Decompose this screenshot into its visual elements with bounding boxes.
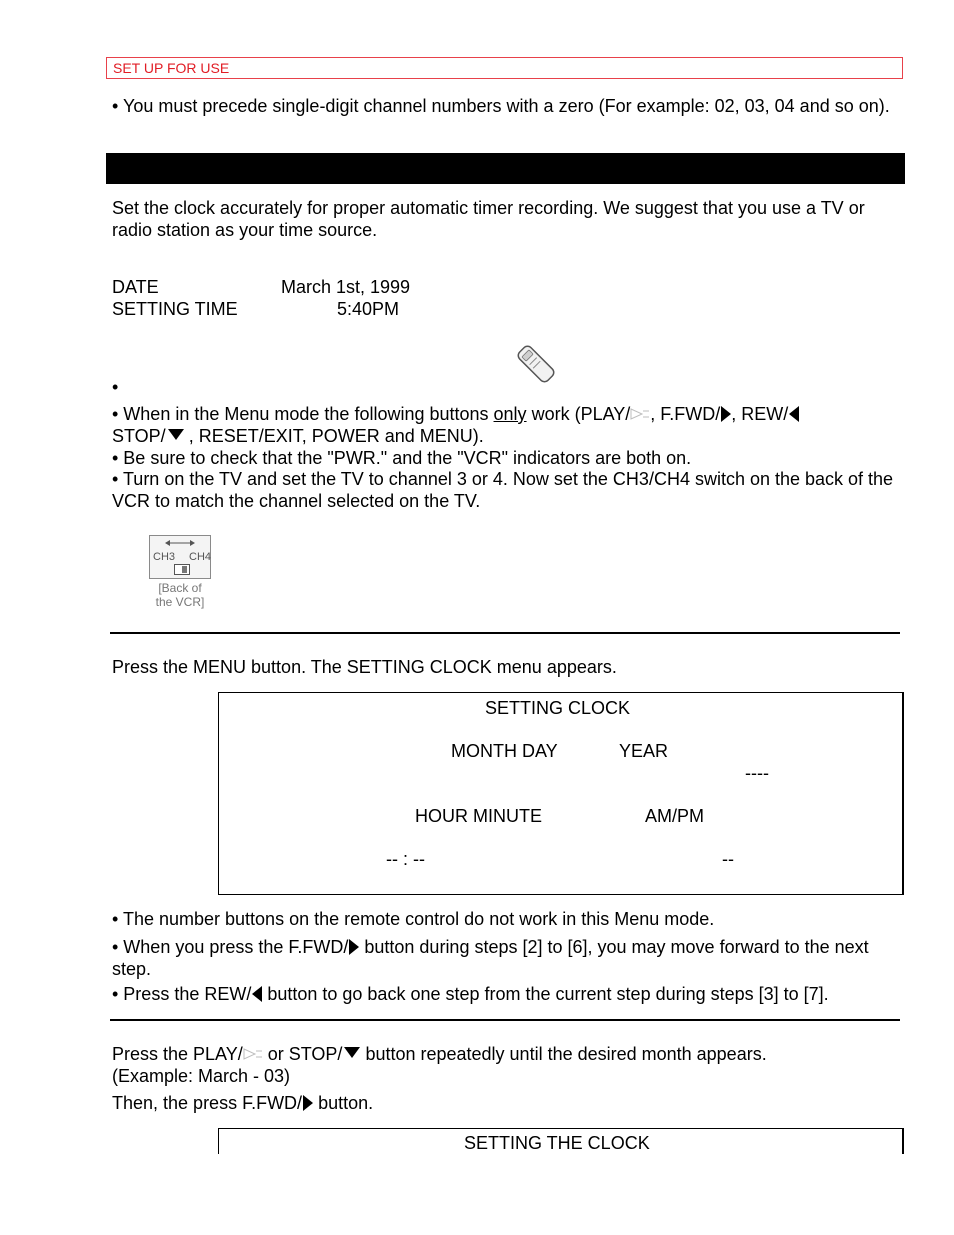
play-icon	[243, 1047, 263, 1061]
section-header: SET UP FOR USE	[106, 57, 903, 79]
triangle-left-icon	[789, 406, 799, 422]
step2-example: (Example: March - 03)	[112, 1066, 291, 1086]
menu-title: SETTING CLOCK	[485, 698, 631, 718]
menu-note-only: only	[493, 404, 527, 424]
menu-note-text-d: , REW/	[731, 404, 789, 424]
ch3-ch4-switch-figure	[147, 535, 213, 615]
remote-control-icon	[512, 343, 560, 385]
example-time-label: SETTING TIME	[112, 299, 238, 319]
step2-text-a: Press the PLAY/	[112, 1044, 243, 1064]
switch-knob	[182, 566, 187, 573]
menu-note-text-b: work (PLAY/	[526, 404, 631, 424]
empty-bullet: •	[112, 377, 119, 397]
month-day-label: MONTH DAY	[451, 741, 558, 761]
ffwd-note	[112, 936, 902, 980]
play-icon	[630, 407, 650, 421]
menu-title-2: SETTING THE CLOCK	[464, 1133, 650, 1153]
section-title-bar	[106, 153, 905, 184]
year-value: ----	[745, 763, 769, 783]
switch-slider	[174, 564, 190, 575]
menu-note-text-e: STOP/	[112, 426, 166, 446]
triangle-down-icon	[344, 1047, 360, 1058]
rew-note	[112, 983, 902, 1005]
ampm-label: AM/PM	[645, 806, 705, 826]
time-value: -- : --	[386, 849, 425, 869]
step2-text-c: button repeatedly until the desired month appears.	[360, 1044, 767, 1064]
figure-caption-line-2: the VCR]	[155, 595, 205, 609]
example-date-value: March 1st, 1999	[281, 277, 411, 297]
step2-then-text-a: Then, the press F.FWD/	[112, 1093, 303, 1113]
triangle-right-icon	[349, 939, 359, 955]
menu-note-text-f: , RESET/EXIT, POWER and MENU).	[183, 426, 484, 446]
hour-minute-label: HOUR MINUTE	[415, 806, 542, 826]
example-time-value: 5:40PM	[337, 299, 400, 319]
example-date-label: DATE	[112, 277, 159, 297]
triangle-down-icon	[168, 429, 184, 440]
ffwd-note-text-b: button during steps [2] to [6], you may move forward to the next step.	[112, 937, 869, 979]
figure-caption-line-1: [Back of	[158, 581, 202, 595]
menu-note-text-a: • When in the Menu mode the following buttons	[112, 404, 494, 424]
step2-instruction	[112, 1043, 902, 1065]
switch-panel	[149, 535, 211, 579]
ch3-label: CH3	[153, 551, 176, 563]
step2-then	[112, 1092, 902, 1114]
indicator-check-note: • Be sure to check that the "PWR." and the "VCR" indicators are both on.	[112, 448, 692, 468]
section-description: Set the clock accurately for proper automatic timer recording. We suggest that you use a TV or radio station as your time source.	[112, 198, 865, 240]
triangle-right-icon	[303, 1095, 313, 1111]
menu-note-text-c: , F.FWD/	[650, 404, 721, 424]
step1-instruction: Press the MENU button. The SETTING CLOCK menu appears.	[112, 657, 617, 677]
ampm-value: --	[722, 849, 734, 869]
tv-channel-note: • Turn on the TV and set the TV to channel 3 or 4. Now set the CH3/CH4 switch on the back of the VCR to match the channel selected on the TV.	[112, 469, 894, 511]
rew-note-text-a: • Press the REW/	[112, 984, 252, 1004]
triangle-left-icon	[252, 986, 262, 1002]
number-buttons-note: • The number buttons on the remote control do not work in this Menu mode.	[112, 909, 715, 929]
menu-mode-note	[112, 403, 902, 447]
setting-the-clock-panel	[218, 1128, 904, 1154]
setting-clock-menu-panel	[218, 692, 904, 895]
rew-note-text-b: button to go back one step from the current step during steps [3] to [7].	[262, 984, 829, 1004]
triangle-right-icon	[721, 406, 731, 422]
double-arrow-icon	[164, 538, 196, 548]
step2-then-text-b: button.	[313, 1093, 374, 1113]
step-divider-1	[110, 632, 900, 634]
ffwd-note-text-a: • When you press the F.FWD/	[112, 937, 349, 957]
channel-number-note: • You must precede single-digit channel numbers with a zero (For example: 02, 03, 04 and so on).	[112, 96, 890, 116]
step-divider-2	[110, 1019, 900, 1021]
step2-text-b: or STOP/	[262, 1044, 343, 1064]
ch4-label: CH4	[189, 551, 212, 563]
year-label: YEAR	[619, 741, 669, 761]
figure-caption	[147, 581, 213, 609]
